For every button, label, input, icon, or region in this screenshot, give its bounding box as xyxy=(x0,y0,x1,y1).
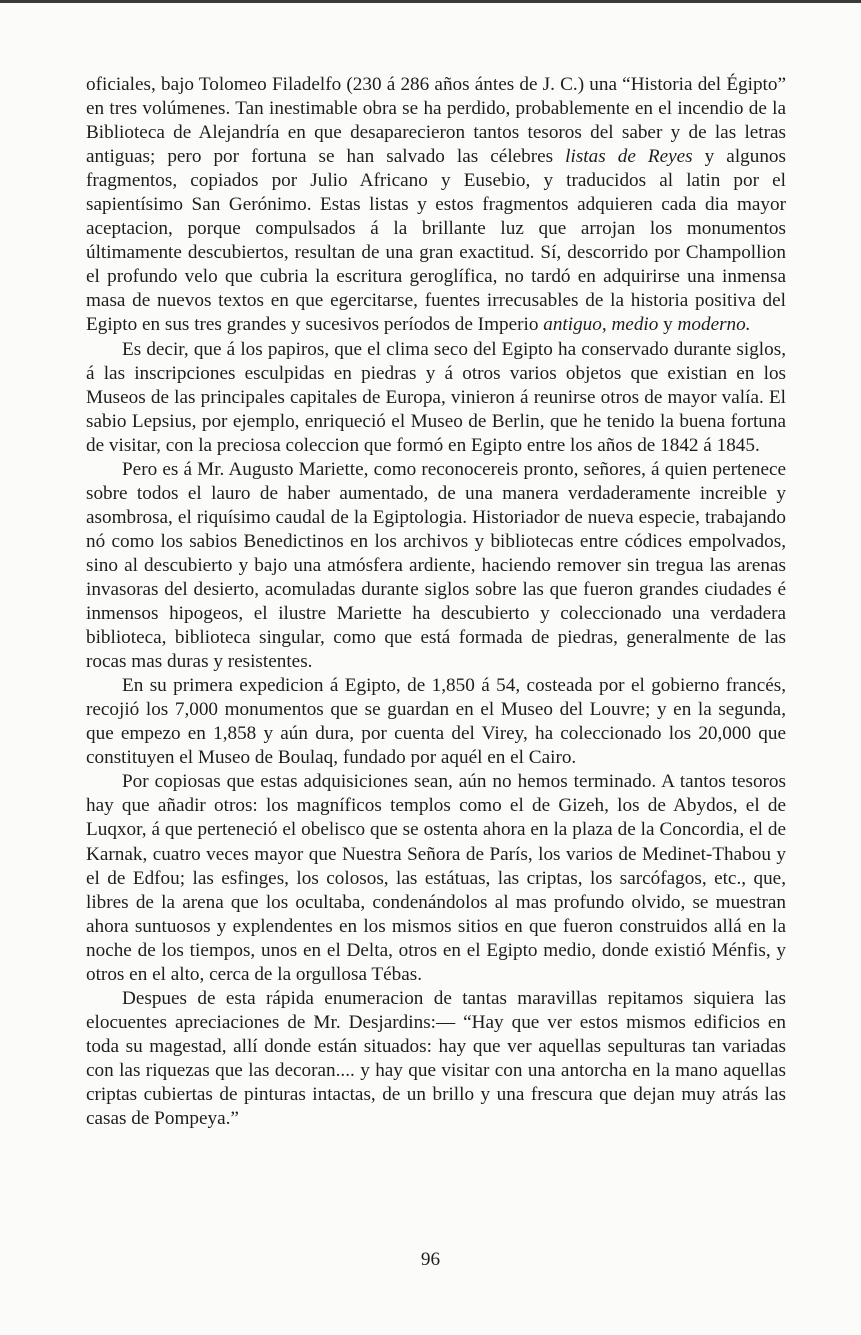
paragraph-1-italic-segment: antiguo, medio xyxy=(543,314,659,336)
page-number: 96 xyxy=(420,1249,441,1270)
paragraph-3 xyxy=(86,458,786,674)
top-border-rule xyxy=(0,0,861,3)
paragraph-6-text: Despues de esta rápida enumeracion de tantas maravillas repitamos siquiera las elocuentes apreciaciones de Mr. Desjardins:— “Hay que ver estos mismos edificios en toda su magestad, allí donde están situados: hay que ver aquellas sepulturas tan variadas con las riquezas que las decoran.... y hay que visitar con una antorcha en la mano aquellas criptas cubiertas de pinturas intactas, de un brillo y una frescura que dejan muy atrás las casas de Pompeya.” xyxy=(86,987,786,1130)
paragraph-1-segment: oficiales, bajo Tolomeo Filadelfo (230 á 286 años ántes de J. C.) una “Historia del Égipto” en tres volúmenes. Tan inestimable obra se ha perdido, probablemente en el incendio de la Biblioteca de Alejandría en que desaparecieron tantos tesoros del saber y de las letras antiguas; pero por fortuna se han salvado las célebres xyxy=(86,74,786,168)
paragraph-1-italic-segment: moderno. xyxy=(677,314,751,336)
paragraph-1-segment: y xyxy=(658,314,678,336)
paragraph-1 xyxy=(86,73,786,338)
body-text xyxy=(86,73,786,1131)
paragraph-5 xyxy=(86,770,786,986)
paragraph-2-text: Es decir, que á los papiros, que el clima seco del Egipto ha conservado durante siglos, á las inscripciones esculpidas en piedras y á otros varios objetos que existian en los Museos de las principales capitales de Europa, vinieron á reunirse otros de mayor valía. El sabio Lepsius, por ejemplo, enriqueció el Museo de Berlin, que he tenido la buena fortuna de visitar, con la preciosa coleccion que formó en Egipto entre los años de 1842 á 1845. xyxy=(86,338,786,456)
paragraph-5-text: Por copiosas que estas adquisiciones sean, aún no hemos terminado. A tantos tesoros hay que añadir otros: los magníficos templos como el de Gizeh, los de Abydos, el de Luqxor, á que perteneció el obelisco que se ostenta ahora en la plaza de la Concordia, el de Karnak, cuatro veces mayor que Nuestra Señora de París, los varios de Medinet-Thabou y el de Edfou; las esfinges, los colosos, las estátuas, las criptas, los sarcófagos, etc., que, libres de la arena que los ocultaba, condenándolos al mas profundo olvido, se muestran ahora suntuosos y explendentes en los mismos sitios en que fueron construidos allá en la noche de los tiempos, unos en el Delta, otros en el Egipto medio, donde existió Ménfis, y otros en el alto, cerca de la orgullosa Tébas. xyxy=(86,771,786,985)
paragraph-2 xyxy=(86,338,786,458)
paragraph-6 xyxy=(86,987,786,1131)
paragraph-1-segment: y algunos fragmentos, copiados por Julio Africano y Eusebio, y traducidos al latin por el sapientísimo San Gerónimo. Estas listas y estos fragmentos adquieren cada dia mayor aceptacion, porque compulsados á la brillante luz que arrojan los monumentos últimamente descubiertos, resultan de una gran exactitud. Sí, descorrido por Champollion el profundo velo que cubria la escritura geroglífica, no tardó en adquirirse una inmensa masa de nuevos textos en que egercitarse, fuentes irrecusables de la historia positiva del Egipto en sus tres grandes y sucesivos períodos de Imperio xyxy=(86,146,786,336)
paragraph-1-italic-segment: listas de Reyes xyxy=(565,146,693,168)
paragraph-3-text: Pero es á Mr. Augusto Mariette, como reconocereis pronto, señores, á quien pertenece sobre todos el lauro de haber aumentado, de una manera verdaderamente increible y asombrosa, el riquísimo caudal de la Egiptologia. Historiador de nueva especie, trabajando nó como los sabios Benedictinos en los archivos y bibliotecas entre códices empolvados, sino al descubierto y bajo una atmósfera ardiente, haciendo remover sin tregua las arenas invasoras del desierto, acomuladas durante siglos sobre las que fueron grandes ciudades é inmensos hipogeos, el ilustre Mariette ha descubierto y coleccionado una verdadera biblioteca, biblioteca singular, como que está formada de piedras, generalmente de las rocas mas duras y resistentes. xyxy=(86,458,786,673)
paragraph-4-text: En su primera expedicion á Egipto, de 1,850 á 54, costeada por el gobierno francés, recojió los 7,000 monumentos que se guardan en el Museo del Louvre; y en la segunda, que empezo en 1,858 y aún dura, por cuenta del Virey, ha coleccionado los 20,000 que constituyen el Museo de Boulaq, fundado por aquél en el Cairo. xyxy=(86,675,786,769)
paragraph-4 xyxy=(86,674,786,770)
